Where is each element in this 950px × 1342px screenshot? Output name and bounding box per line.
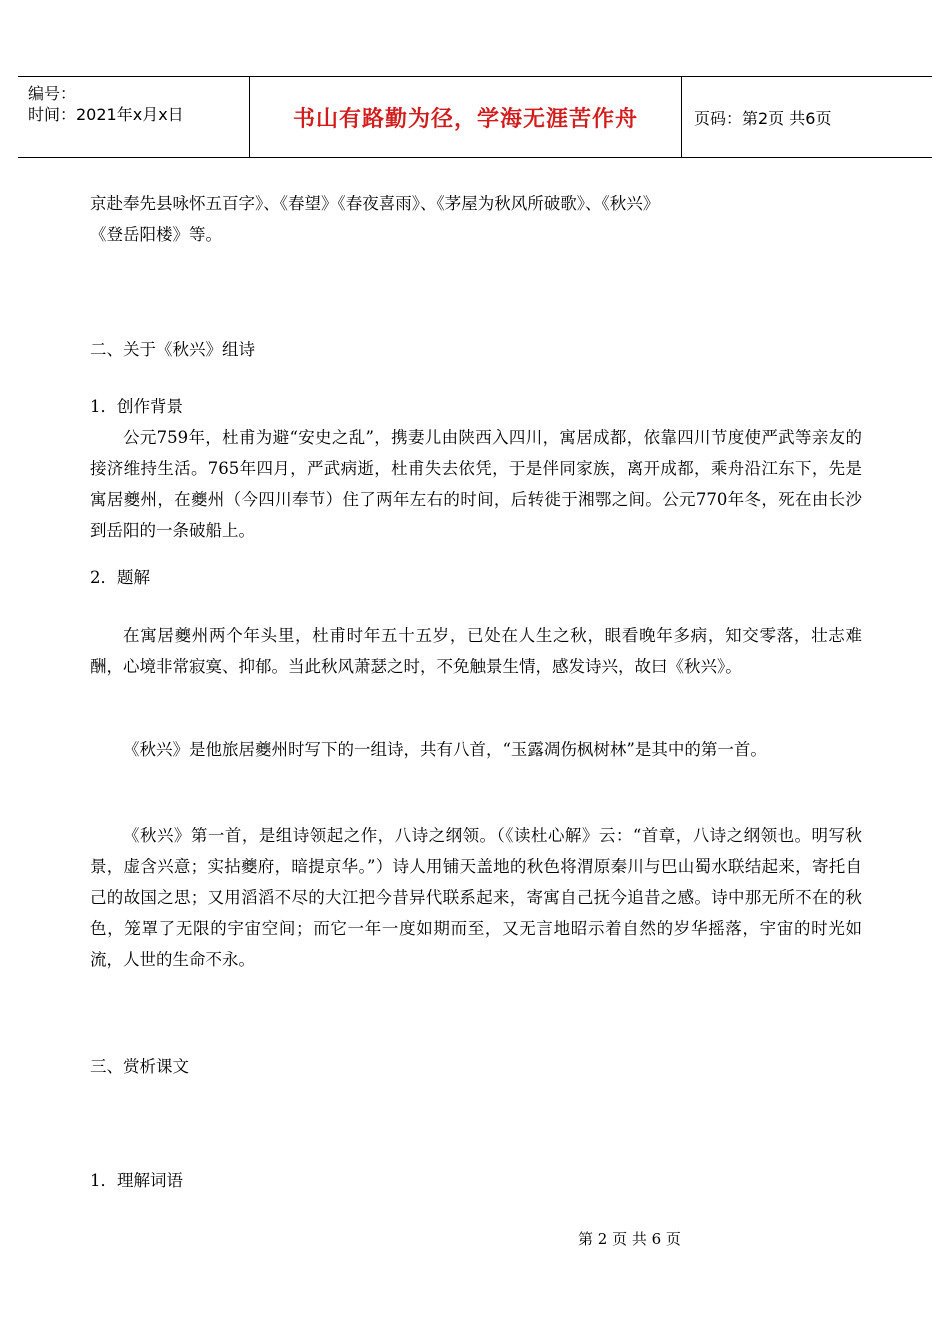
paragraph: 《秋兴》是他旅居夔州时写下的一组诗，共有八首，“玉露凋伤枫树林”是其中的第一首。 [123,740,767,759]
intro-lines [90,188,862,250]
paragraph: 在寓居夔州两个年头里，杜甫时年五十五岁，已处在人生之秋，眼看晚年多病，知交零落，壮志难酬，心境非常寂寞、抑郁。当此秋风萧瑟之时，不免触景生情，感发诗兴，故曰《秋兴》。 [90,626,862,676]
subsection-1 [90,391,862,546]
body-line-2: 《登岳阳楼》等。 [90,225,222,244]
paragraph: 《秋兴》第一首，是组诗领起之作，八诗之纲领。（《读杜心解》云：“首章，八诗之纲领也。明写秋景，虚含兴意；实拈夔府，暗提京华。”）诗人用铺天盖地的秋色将渭原秦川与巴山蜀水联结起来，寄托自己的故国之思；又用滔滔不尽的大江把今昔异代联系起来，寄寓自己抚今追昔之感。诗中那无所不在的秋色，笼罩了无限的宇宙空间；而它一年一度如期而至，又无言地昭示着自然的岁华摇落，宇宙的时光如流，人世的生命不永。 [90,826,862,969]
header-motto: 书山有路勤为径，学海无涯苦作舟 [250,77,682,157]
body-line-1: 京赴奉先县咏怀五百字》、《春望》《春夜喜雨》、《茅屋为秋风所破歌》、《秋兴》 [90,194,660,213]
number-label: 编号： [28,84,77,103]
section-title: 二、关于《秋兴》组诗 [90,340,255,359]
header-meta [18,77,250,157]
time-label: 时间：2021年x月x日 [28,105,184,124]
subsection-2-heading [90,562,862,593]
section-3-heading [90,1051,862,1082]
section-2-heading [90,334,862,365]
page-header [18,76,932,158]
page-footer: 第 2 页 共 6 页 [578,1230,681,1248]
subsection-title: 1．创作背景 [90,397,183,416]
subsection-title: 2．题解 [90,568,150,587]
header-page-number: 页码：第2页 共6页 [694,108,832,128]
subsection-2-p2 [90,734,862,765]
subsection-2-p1 [90,620,862,682]
subsection-title: 1．理解词语 [90,1171,183,1190]
subsection-2-p3 [90,820,862,975]
section-title: 三、赏析课文 [90,1057,189,1076]
paragraph: 公元759年，杜甫为避“安史之乱”，携妻儿由陕西入四川，寓居成都，依靠四川节度使严武等亲友的接济维持生活。765年四月，严武病逝，杜甫失去依凭，于是伴同家族，离开成都，乘舟沿江东下，先是寓居夔州，在夔州（今四川奉节）住了两年左右的时间，后转徙于湘鄂之间。公元770年冬，死在由长沙到岳阳的一条破船上。 [90,428,862,540]
section-3-sub1 [90,1165,862,1196]
